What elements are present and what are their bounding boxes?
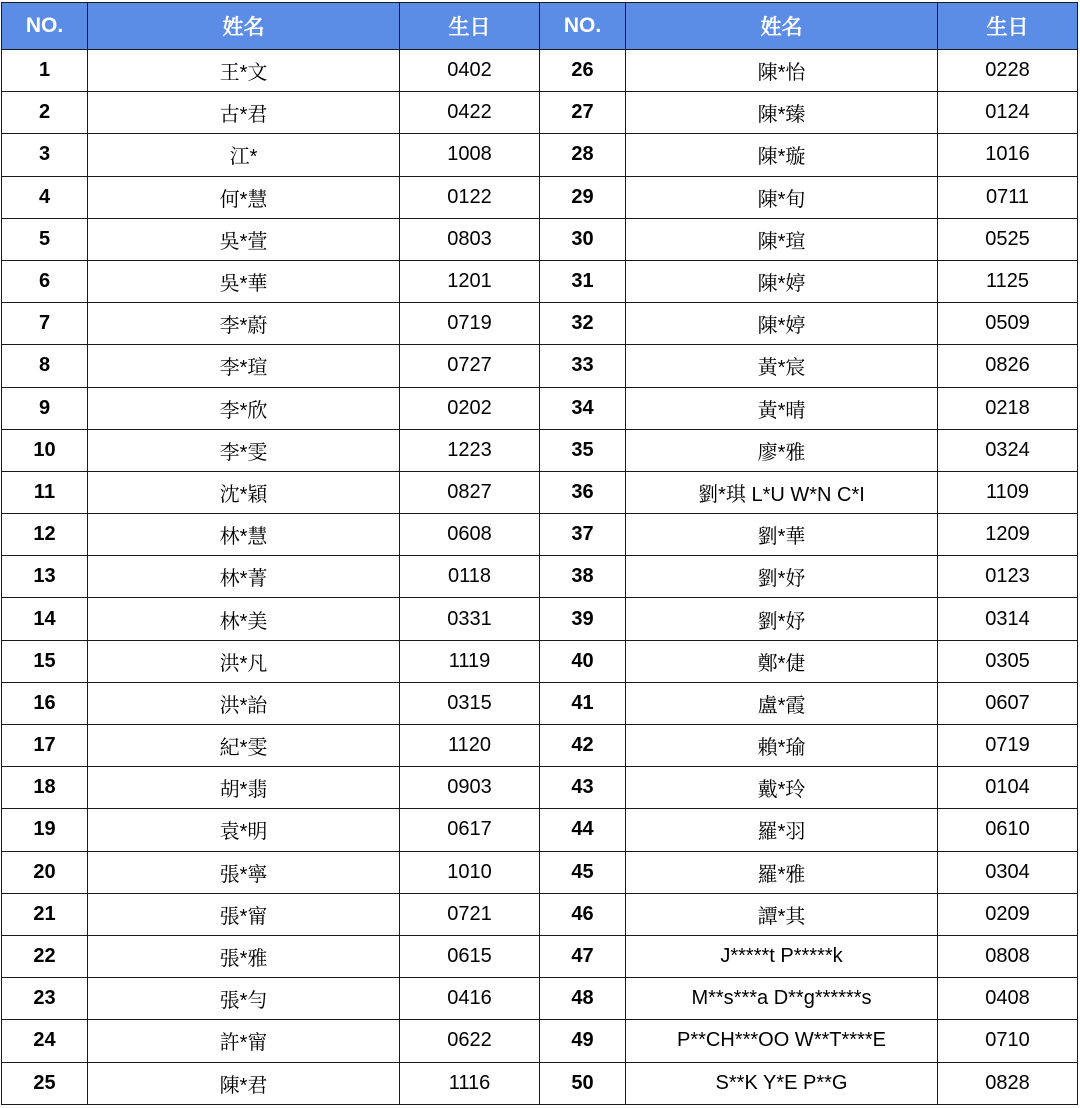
row-number: 25 [2,1062,88,1104]
name-cell: 許*甯 [88,1020,400,1062]
birthday-cell: 0331 [400,598,540,640]
table-body [2,50,1078,1105]
birthday-cell: 0803 [400,218,540,260]
row-number: 27 [540,92,626,134]
row-number: 13 [2,556,88,598]
row-number: 35 [540,429,626,471]
row-number: 20 [2,851,88,893]
name-cell: 林*美 [88,598,400,640]
row-number: 46 [540,893,626,935]
name-cell: 李*雯 [88,429,400,471]
birthday-cell: 0607 [938,682,1078,724]
birthday-cell: 1016 [938,134,1078,176]
name-cell: 何*慧 [88,176,400,218]
birthday-cell: 1119 [400,640,540,682]
birthday-cell: 0324 [938,429,1078,471]
name-cell: S**K Y*E P**G [626,1062,938,1104]
name-cell: 鄭*倢 [626,640,938,682]
birthday-cell: 1120 [400,725,540,767]
birthday-cell: 0202 [400,387,540,429]
birthday-cell: 1109 [938,471,1078,513]
table-row [2,598,1078,640]
row-number: 48 [540,978,626,1020]
birthday-cell: 0617 [400,809,540,851]
table-row [2,556,1078,598]
name-cell: 洪*凡 [88,640,400,682]
table-row [2,218,1078,260]
row-number: 22 [2,935,88,977]
name-cell: 李*蔚 [88,303,400,345]
name-cell: M**s***a D**g******s [626,978,938,1020]
row-number: 26 [540,50,626,92]
header-name-right: 姓名 [626,3,938,50]
birthday-cell: 0416 [400,978,540,1020]
name-cell: 陳*旬 [626,176,938,218]
name-cell: 劉*華 [626,514,938,556]
name-cell: 黃*晴 [626,387,938,429]
name-cell: 陳*怡 [626,50,938,92]
birthday-cell: 1008 [400,134,540,176]
row-number: 1 [2,50,88,92]
birthday-cell: 0608 [400,514,540,556]
row-number: 50 [540,1062,626,1104]
name-cell: 林*菁 [88,556,400,598]
row-number: 3 [2,134,88,176]
row-number: 36 [540,471,626,513]
table-row [2,682,1078,724]
row-number: 16 [2,682,88,724]
name-cell: 紀*雯 [88,725,400,767]
table-row [2,767,1078,809]
name-cell: 陳*瑄 [626,218,938,260]
row-number: 42 [540,725,626,767]
birthday-cell: 0209 [938,893,1078,935]
name-cell: 廖*雅 [626,429,938,471]
table-row [2,935,1078,977]
birthday-cell: 1125 [938,260,1078,302]
row-number: 32 [540,303,626,345]
table-row [2,50,1078,92]
row-number: 11 [2,471,88,513]
table-row [2,1062,1078,1104]
row-number: 18 [2,767,88,809]
header-no-left: NO. [2,3,88,50]
row-number: 43 [540,767,626,809]
row-number: 39 [540,598,626,640]
name-cell: 吳*華 [88,260,400,302]
birthday-cell: 0118 [400,556,540,598]
row-number: 8 [2,345,88,387]
table-row [2,387,1078,429]
name-cell: J*****t P*****k [626,935,938,977]
name-cell: 胡*翡 [88,767,400,809]
table-row [2,92,1078,134]
row-number: 12 [2,514,88,556]
table-row [2,809,1078,851]
name-cell: 洪*詒 [88,682,400,724]
row-number: 47 [540,935,626,977]
birthday-cell: 0122 [400,176,540,218]
name-cell: 賴*瑜 [626,725,938,767]
row-number: 30 [540,218,626,260]
birthday-cell: 0615 [400,935,540,977]
table-row [2,345,1078,387]
table-row [2,303,1078,345]
name-cell: 譚*其 [626,893,938,935]
name-cell: 王*文 [88,50,400,92]
birthday-cell: 0903 [400,767,540,809]
name-cell: P**CH***OO W**T****E [626,1020,938,1062]
row-number: 14 [2,598,88,640]
name-cell: 劉*妤 [626,598,938,640]
name-cell: 陳*君 [88,1062,400,1104]
birthday-cell: 0104 [938,767,1078,809]
table-row [2,893,1078,935]
birthday-cell: 1223 [400,429,540,471]
table-row [2,260,1078,302]
birthday-cell: 0124 [938,92,1078,134]
row-number: 37 [540,514,626,556]
name-cell: 張*寧 [88,851,400,893]
birthday-cell: 0228 [938,50,1078,92]
table-row [2,514,1078,556]
row-number: 7 [2,303,88,345]
birthday-cell: 1201 [400,260,540,302]
name-cell: 張*勻 [88,978,400,1020]
name-cell: 戴*玲 [626,767,938,809]
row-number: 28 [540,134,626,176]
birthday-cell: 0408 [938,978,1078,1020]
name-cell: 吳*萱 [88,218,400,260]
table-row [2,134,1078,176]
name-cell: 盧*霞 [626,682,938,724]
birthday-cell: 0710 [938,1020,1078,1062]
birthday-cell: 0218 [938,387,1078,429]
name-cell: 江* [88,134,400,176]
row-number: 29 [540,176,626,218]
name-cell: 林*慧 [88,514,400,556]
row-number: 10 [2,429,88,471]
name-cell: 陳*婷 [626,260,938,302]
table-row [2,851,1078,893]
row-number: 31 [540,260,626,302]
table-row [2,1020,1078,1062]
name-cell: 李*欣 [88,387,400,429]
row-number: 21 [2,893,88,935]
header-name-left: 姓名 [88,3,400,50]
birthday-cell: 0314 [938,598,1078,640]
birthday-cell: 1209 [938,514,1078,556]
row-number: 15 [2,640,88,682]
birthday-cell: 0719 [938,725,1078,767]
header-row [2,3,1078,50]
name-cell: 羅*羽 [626,809,938,851]
birthday-cell: 0402 [400,50,540,92]
birthday-cell: 0727 [400,345,540,387]
birthday-cell: 0719 [400,303,540,345]
birthday-cell: 0622 [400,1020,540,1062]
header-no-right: NO. [540,3,626,50]
table-row [2,725,1078,767]
table-row [2,471,1078,513]
row-number: 49 [540,1020,626,1062]
row-number: 38 [540,556,626,598]
birthday-cell: 0509 [938,303,1078,345]
name-cell: 張*甯 [88,893,400,935]
table-row [2,640,1078,682]
table-row [2,978,1078,1020]
row-number: 6 [2,260,88,302]
birthday-cell: 0711 [938,176,1078,218]
row-number: 4 [2,176,88,218]
row-number: 33 [540,345,626,387]
name-cell: 劉*妤 [626,556,938,598]
birthday-cell: 0422 [400,92,540,134]
name-cell: 古*君 [88,92,400,134]
birthday-cell: 0525 [938,218,1078,260]
table-row [2,429,1078,471]
birthday-cell: 1010 [400,851,540,893]
row-number: 41 [540,682,626,724]
name-cell: 羅*雅 [626,851,938,893]
birthday-cell: 1116 [400,1062,540,1104]
header-birthday-right: 生日 [938,3,1078,50]
birthday-cell: 0304 [938,851,1078,893]
row-number: 19 [2,809,88,851]
row-number: 17 [2,725,88,767]
row-number: 9 [2,387,88,429]
row-number: 45 [540,851,626,893]
name-cell: 沈*穎 [88,471,400,513]
header-birthday-left: 生日 [400,3,540,50]
name-cell: 劉*琪 L*U W*N C*I [626,471,938,513]
name-cell: 李*瑄 [88,345,400,387]
birthday-cell: 0721 [400,893,540,935]
birthday-cell: 0610 [938,809,1078,851]
birthday-cell: 0826 [938,345,1078,387]
name-cell: 袁*明 [88,809,400,851]
row-number: 40 [540,640,626,682]
birthday-table [1,2,1078,1105]
name-cell: 張*雅 [88,935,400,977]
birthday-cell: 0827 [400,471,540,513]
name-cell: 黃*宸 [626,345,938,387]
birthday-cell: 0123 [938,556,1078,598]
birthday-cell: 0808 [938,935,1078,977]
row-number: 34 [540,387,626,429]
birthday-cell: 0305 [938,640,1078,682]
row-number: 23 [2,978,88,1020]
row-number: 2 [2,92,88,134]
row-number: 44 [540,809,626,851]
birthday-cell: 0828 [938,1062,1078,1104]
birthday-cell: 0315 [400,682,540,724]
row-number: 5 [2,218,88,260]
name-cell: 陳*臻 [626,92,938,134]
name-cell: 陳*璇 [626,134,938,176]
row-number: 24 [2,1020,88,1062]
table-row [2,176,1078,218]
name-cell: 陳*婷 [626,303,938,345]
